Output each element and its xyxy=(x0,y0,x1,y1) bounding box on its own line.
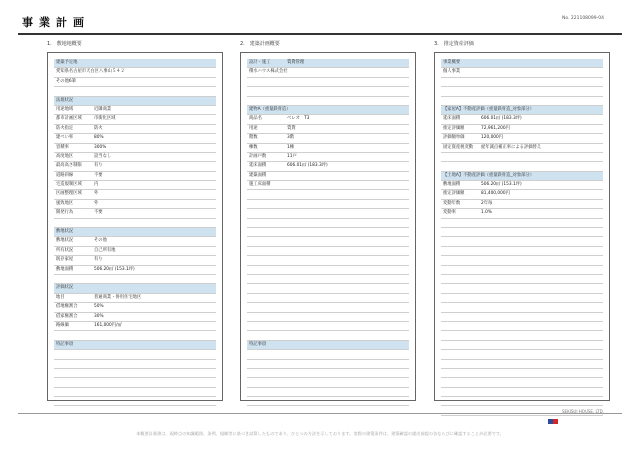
table-row xyxy=(54,275,216,284)
table-row xyxy=(247,134,409,143)
table-row xyxy=(247,247,409,256)
table-row xyxy=(54,331,216,340)
row-label: 積水ハウス株式会社 xyxy=(249,69,288,75)
table-row xyxy=(247,228,409,237)
row-label: 防火指定 xyxy=(56,125,74,131)
row-value: 不要 xyxy=(94,172,103,178)
row-label: 地目 xyxy=(56,294,65,300)
table-row xyxy=(247,266,409,275)
row-value: 不要 xyxy=(94,210,103,216)
row-value: 外 xyxy=(94,200,99,206)
table-row xyxy=(54,172,216,181)
asset-valuation-panel xyxy=(434,52,610,401)
table-row xyxy=(247,369,409,378)
table-row xyxy=(247,144,409,153)
row-value: 防火 xyxy=(94,125,103,131)
row-label: 固定資産税変動 xyxy=(443,144,474,150)
row-value: 賃貸 xyxy=(287,125,296,131)
row-label: 建築予定地 xyxy=(56,60,78,65)
section-header-row xyxy=(247,59,409,68)
table-row xyxy=(54,78,216,87)
table-row xyxy=(54,209,216,218)
table-row xyxy=(54,256,216,265)
row-label: 棟数 xyxy=(249,144,258,150)
table-row xyxy=(441,378,603,387)
table-row xyxy=(247,397,409,406)
section-header-row xyxy=(54,59,216,68)
table-row xyxy=(54,200,216,209)
site-overview-panel xyxy=(47,52,223,401)
row-label: その他6筆 xyxy=(56,78,76,84)
table-row xyxy=(441,369,603,378)
table-row xyxy=(54,181,216,190)
row-value: 有り xyxy=(94,257,103,263)
footer-divider xyxy=(18,413,622,414)
row-label: 特記事項 xyxy=(56,341,74,347)
row-value: 賃貸管理 xyxy=(287,60,305,65)
row-value: 有り xyxy=(94,163,103,169)
table-row xyxy=(54,106,216,115)
table-row xyxy=(441,125,603,134)
table-row xyxy=(54,115,216,124)
table-row xyxy=(247,331,409,340)
row-label: 高度地区 xyxy=(56,153,74,159)
row-value: 設当なし xyxy=(94,153,112,159)
table-row xyxy=(247,68,409,77)
table-row xyxy=(247,388,409,397)
row-label: 施工床面積 xyxy=(249,182,271,188)
table-row xyxy=(441,350,603,359)
row-label: 容積率 xyxy=(56,144,69,150)
section-header-row xyxy=(54,341,216,350)
row-label: 推定評価額 xyxy=(443,125,465,131)
row-label: 借地権割合 xyxy=(56,304,78,310)
row-value: 自己所有地 xyxy=(94,247,116,253)
row-label: 開発行為 xyxy=(56,210,74,216)
table-row xyxy=(247,78,409,87)
row-label: 敷地状況 xyxy=(56,229,74,235)
row-label: 商品名 xyxy=(249,116,262,122)
row-label: 都市計画区域 xyxy=(56,116,82,122)
table-row xyxy=(441,68,603,77)
table-row xyxy=(441,97,603,106)
table-row xyxy=(247,313,409,322)
row-label: 建築面積 xyxy=(249,172,267,178)
row-label: 【土地A】不動産評価（重量鉄骨造_対象部分） xyxy=(443,172,535,178)
table-row xyxy=(54,294,216,303)
row-value: 経年減点補正率による評価替え xyxy=(481,144,542,150)
section-header-row xyxy=(247,341,409,350)
row-label: 所有状況 xyxy=(56,247,74,253)
row-value: 120,000円 xyxy=(481,135,504,141)
row-value: 普通商業・併用住宅地区 xyxy=(94,294,142,300)
row-value: 外 xyxy=(94,191,99,197)
table-row xyxy=(441,284,603,293)
row-label: 延床面積 xyxy=(249,163,267,169)
table-row xyxy=(441,162,603,171)
row-value: 606.01㎡ (183.3坪) xyxy=(481,116,522,122)
row-label: 評価状況 xyxy=(56,285,74,291)
table-row xyxy=(54,134,216,143)
table-row xyxy=(54,68,216,77)
row-label: 風致地区 xyxy=(56,200,74,206)
table-row xyxy=(54,313,216,322)
table-row xyxy=(247,303,409,312)
table-row xyxy=(247,219,409,228)
row-value: 内 xyxy=(94,182,99,188)
row-label: 延床面積 xyxy=(443,116,461,122)
section-header-row xyxy=(247,106,409,115)
row-value: 11戸 xyxy=(287,153,297,159)
table-row xyxy=(54,360,216,369)
row-label: 区画整理区域 xyxy=(56,191,82,197)
table-row xyxy=(247,294,409,303)
row-label: 敷地面積 xyxy=(443,182,461,188)
row-value: 1棟 xyxy=(287,144,295,150)
row-label: 計画戸数 xyxy=(249,153,267,159)
disclaimer-text: 本概要計画書は、現時点の知識範囲、条例、規制等に基づき試算したものであり、ひとつの方法を示しております。実際の建築条件は、建築確認の提出前提の各ならびに確認することが必要です。 xyxy=(136,431,504,436)
table-row xyxy=(247,115,409,124)
row-label: 道路斜線 xyxy=(56,172,74,178)
table-row xyxy=(441,341,603,350)
company-name: SEKISUI HOUSE, LTD. xyxy=(562,409,604,414)
table-row xyxy=(54,397,216,406)
table-row xyxy=(441,303,603,312)
row-value: 72,961,200円 xyxy=(481,125,510,131)
row-value: 市街化区域 xyxy=(94,116,116,122)
table-row xyxy=(441,388,603,397)
row-label: 宅造規制区域 xyxy=(56,182,82,188)
row-value: その他 xyxy=(94,238,107,244)
table-row xyxy=(247,275,409,284)
row-value: 161,000円/㎡ xyxy=(94,322,122,328)
section-header-row xyxy=(54,228,216,237)
row-label: 【家屋A】不動産評価（重量鉄骨造_対象部分） xyxy=(443,106,535,112)
table-row xyxy=(54,247,216,256)
row-value: 506.20㎡ (153.1坪) xyxy=(481,182,522,188)
table-row xyxy=(247,322,409,331)
table-row xyxy=(247,209,409,218)
table-row xyxy=(247,97,409,106)
table-row xyxy=(441,209,603,218)
table-row xyxy=(441,144,603,153)
page-title: 事業計画 xyxy=(22,16,90,29)
row-label: 階数 xyxy=(249,135,258,141)
row-value: 300% xyxy=(94,144,107,150)
table-row xyxy=(54,266,216,275)
table-row xyxy=(247,190,409,199)
row-label: 建ぺい率 xyxy=(56,135,74,141)
table-row xyxy=(247,172,409,181)
table-row xyxy=(247,378,409,387)
sekisui-logo-icon xyxy=(548,409,558,414)
table-row xyxy=(54,162,216,171)
title-divider xyxy=(18,33,622,35)
table-row xyxy=(247,125,409,134)
heading-asset-valuation: 3. 推定資産評価 xyxy=(434,41,474,47)
table-row xyxy=(441,313,603,322)
table-row xyxy=(441,360,603,369)
row-label: 評価額単価 xyxy=(443,135,465,141)
table-row xyxy=(441,200,603,209)
table-row xyxy=(441,181,603,190)
table-row xyxy=(441,153,603,162)
table-row xyxy=(247,256,409,265)
table-row xyxy=(247,153,409,162)
table-row xyxy=(54,350,216,359)
table-row xyxy=(247,284,409,293)
document-number: No. 221108099-04 xyxy=(561,16,604,21)
table-row xyxy=(54,303,216,312)
row-label: 変動率 xyxy=(443,210,456,216)
row-label: 設計・施工 xyxy=(249,60,271,65)
row-value: 50% xyxy=(94,304,104,310)
heading-site-overview: 1. 敷地地概要 xyxy=(47,41,82,47)
row-label: 法規状況 xyxy=(56,97,74,103)
table-row xyxy=(441,275,603,284)
row-value: 606.01㎡ (183.3坪) xyxy=(287,163,328,169)
table-row xyxy=(441,266,603,275)
table-row xyxy=(247,200,409,209)
table-row xyxy=(54,125,216,134)
row-label: 建物A（重量鉄骨造） xyxy=(249,106,291,112)
table-row xyxy=(247,237,409,246)
row-label: 路線価 xyxy=(56,322,69,328)
table-row xyxy=(441,219,603,228)
table-row xyxy=(247,350,409,359)
table-row xyxy=(247,360,409,369)
row-value: 近隣商業 xyxy=(94,106,112,112)
table-row xyxy=(54,237,216,246)
table-row xyxy=(441,237,603,246)
table-row xyxy=(441,256,603,265)
table-row xyxy=(441,228,603,237)
table-row xyxy=(247,162,409,171)
table-row xyxy=(54,388,216,397)
table-row xyxy=(54,190,216,199)
row-value: 30% xyxy=(94,313,104,319)
table-row xyxy=(54,153,216,162)
row-label: 既存家屋 xyxy=(56,257,74,263)
row-label: 愛知県名古屋市天白区八事山５４２ xyxy=(56,69,125,75)
row-label: 借家権割合 xyxy=(56,313,78,319)
building-plan-panel xyxy=(240,52,416,401)
table-row xyxy=(441,247,603,256)
row-value: 80% xyxy=(94,135,104,141)
row-value: 2年毎 xyxy=(481,200,493,206)
section-header-row xyxy=(441,106,603,115)
table-row xyxy=(247,87,409,96)
table-row xyxy=(54,378,216,387)
row-label: 個人事業 xyxy=(443,69,461,75)
row-label: 特記事項 xyxy=(249,341,267,347)
row-label: 最高高さ制限 xyxy=(56,163,82,169)
table-row xyxy=(54,144,216,153)
row-label: 事業概要 xyxy=(443,60,461,65)
table-row xyxy=(441,294,603,303)
row-label: 用途地域 xyxy=(56,106,74,112)
row-value: 1.0% xyxy=(481,210,492,216)
table-row xyxy=(54,87,216,96)
heading-building-plan: 2. 建築計画概要 xyxy=(240,41,280,47)
row-value: 81,400,000円 xyxy=(481,191,510,197)
section-header-row xyxy=(54,284,216,293)
row-label: 敷地状況 xyxy=(56,238,74,244)
table-row xyxy=(247,181,409,190)
table-row xyxy=(441,115,603,124)
table-row xyxy=(441,322,603,331)
row-label: 用途 xyxy=(249,125,258,131)
table-row xyxy=(54,369,216,378)
table-row xyxy=(441,134,603,143)
row-value: ベレオ T3 xyxy=(287,116,310,122)
section-header-row xyxy=(441,59,603,68)
table-row xyxy=(441,397,603,406)
row-label: 推定評価額 xyxy=(443,191,465,197)
row-value: 506.20㎡ (153.1坪) xyxy=(94,266,135,272)
table-row xyxy=(441,87,603,96)
row-label: 変動年数 xyxy=(443,200,461,206)
row-label: 敷地面積 xyxy=(56,266,74,272)
table-row xyxy=(441,78,603,87)
section-header-row xyxy=(441,172,603,181)
table-row xyxy=(441,331,603,340)
table-row xyxy=(54,219,216,228)
section-header-row xyxy=(54,97,216,106)
table-row xyxy=(54,322,216,331)
table-row xyxy=(441,190,603,199)
row-value: 3階 xyxy=(287,135,295,141)
